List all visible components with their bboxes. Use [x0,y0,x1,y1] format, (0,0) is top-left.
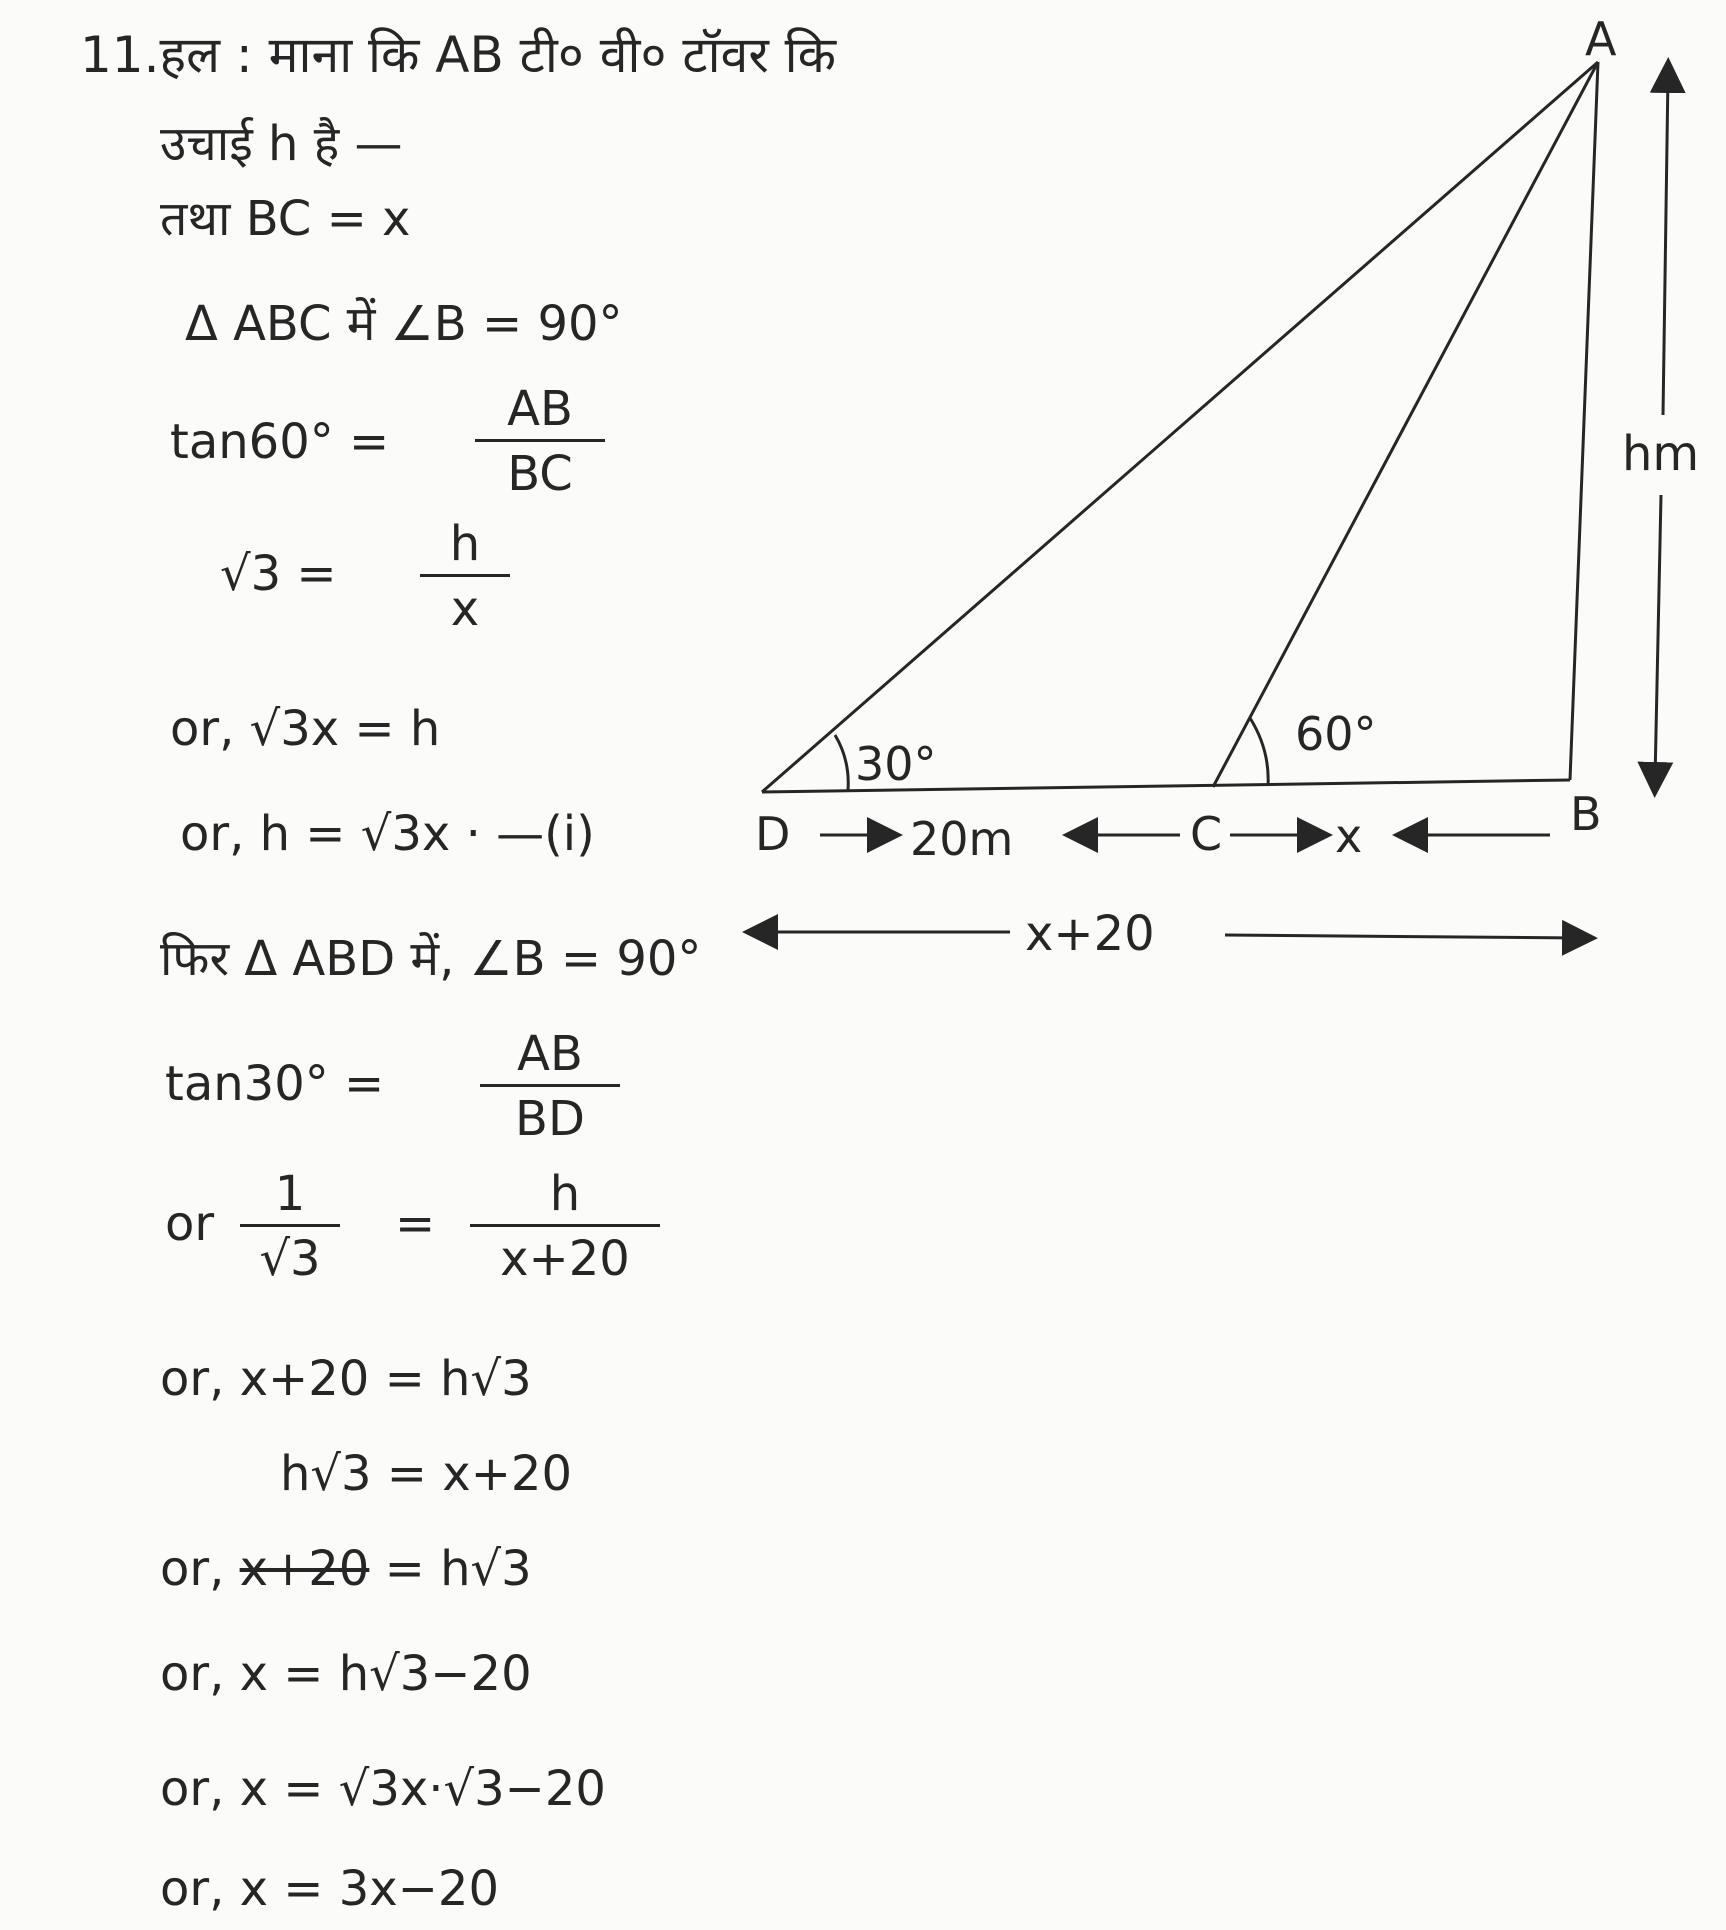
line-tan60-lhs: tan60° = [170,414,390,470]
fraction-numerator: AB [517,1026,583,1082]
fraction-numerator: 1 [274,1166,306,1222]
label-point-b: B [1570,787,1602,841]
line-x20-equals-hroot3: or, x+20 = h√3 [160,1351,532,1407]
line-ab-tower [1570,62,1598,780]
label-height: hm [1622,426,1700,482]
height-dimension-arrow-bottom [1655,495,1661,780]
line-triangle-abc: Δ ABC में ∠B = 90° [185,296,623,352]
label-point-c: C [1190,807,1223,861]
label-cb-distance: x [1335,809,1363,863]
height-dimension-arrow-top [1663,75,1668,415]
label-dc-distance: 20m [910,812,1014,866]
line-rest: = h√3 [384,1541,532,1597]
line-or-prefix: or [165,1196,215,1252]
fraction-numerator: AB [507,381,573,437]
line-x-equals-3x-minus-20: or, x = 3x−20 [160,1861,499,1917]
line-substitution: or, x = √3x·√3−20 [160,1761,606,1817]
line-ca [1213,62,1598,787]
line-root3x-equals-h: or, √3x = h [170,701,441,757]
line-da-hypotenuse [762,62,1598,792]
db-arrow-right [1225,935,1580,938]
line-hroot3-equals-x20: h√3 = x+20 [280,1446,572,1502]
fraction-numerator: h [549,1166,581,1222]
solution-heading: 11.हल : माना कि AB टी० वी० टॉवर कि [80,26,837,84]
angle-arc-d [835,735,848,790]
angle-arc-c [1250,718,1268,786]
line-x-equals-hroot3-minus-20: or, x = h√3−20 [160,1646,532,1702]
label-point-d: D [755,807,791,861]
line-tan30-lhs: tan30° = [165,1056,385,1112]
line-height-definition: उचाई h है — [160,116,403,172]
fraction-denominator: BC [507,446,573,502]
line-equals-sign: = [395,1196,436,1252]
line-or-prefix: or, [160,1541,225,1597]
label-angle-d: 30° [855,737,937,791]
line-bc-definition: तथा BC = x [160,191,411,247]
fraction-denominator: x [450,581,480,637]
label-db-distance: x+20 [1025,906,1155,962]
line-equation-i: or, h = √3x · —(i) [180,806,595,862]
fraction-denominator: x+20 [500,1231,630,1287]
fraction-numerator: h [449,516,481,572]
label-angle-c: 60° [1295,707,1377,761]
fraction-denominator: √3 [259,1231,321,1287]
struck-text: x+20 [239,1541,370,1597]
label-point-a: A [1585,12,1617,66]
line-root3-lhs: √3 = [220,546,337,602]
fraction-denominator: BD [515,1091,585,1147]
line-triangle-abd: फिर Δ ABD में, ∠B = 90° [160,931,702,987]
